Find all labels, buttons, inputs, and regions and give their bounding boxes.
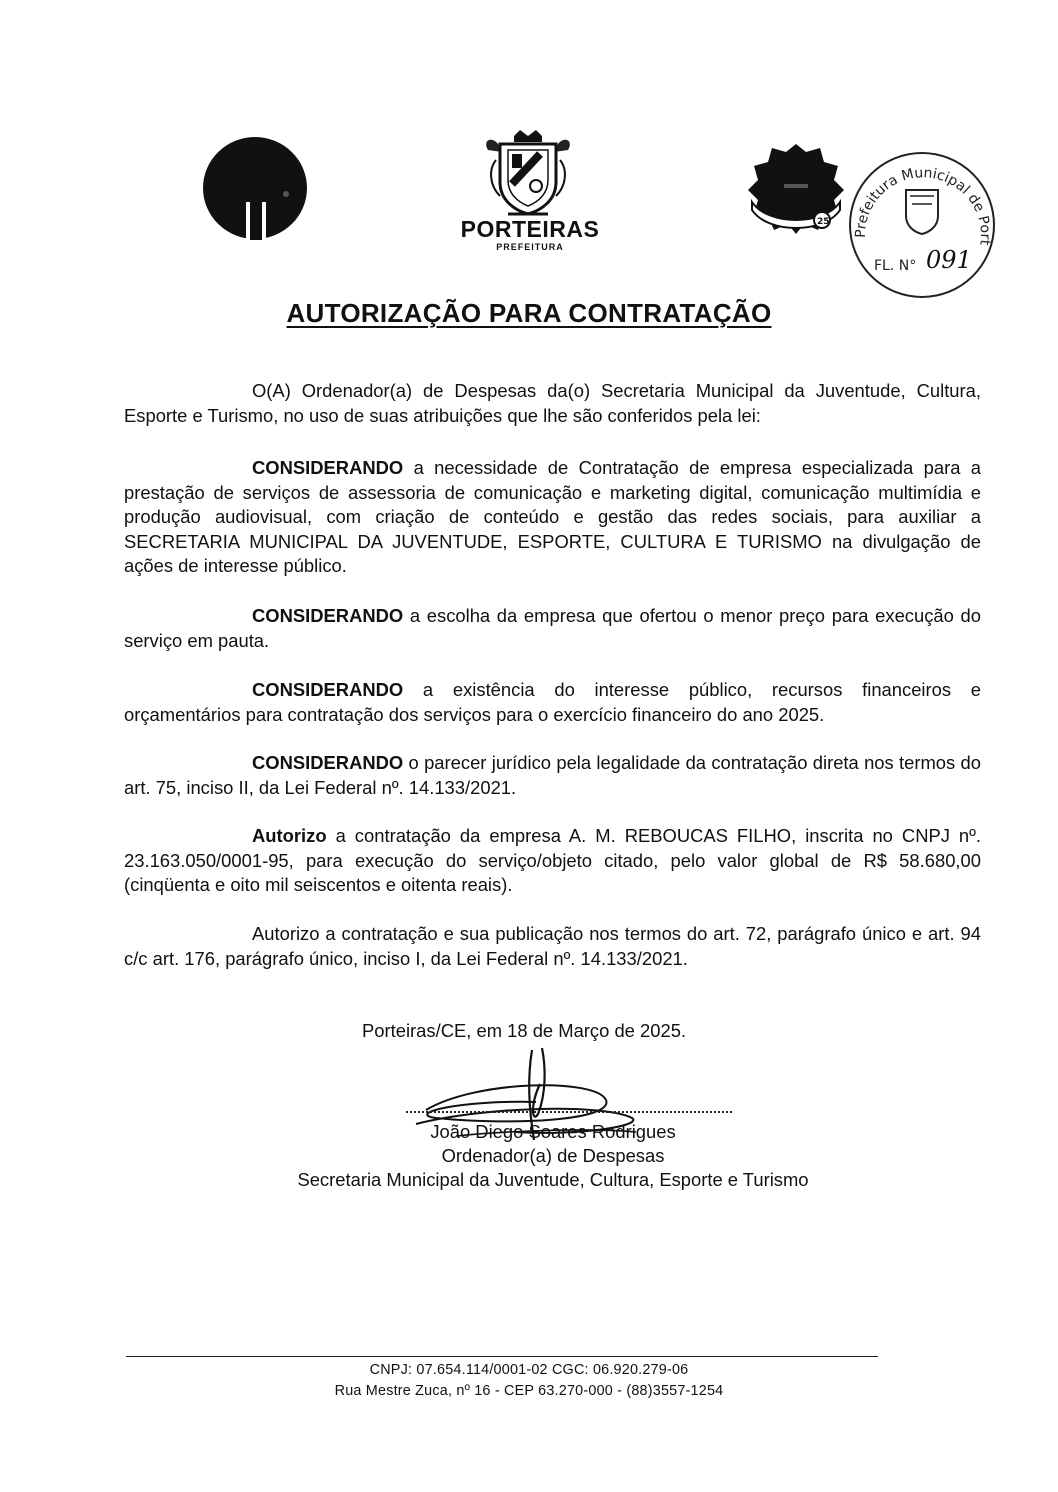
considering-lead-3: CONSIDERANDO [252,679,404,700]
intro-paragraph: O(A) Ordenador(a) de Despesas da(o) Secretaria Municipal da Juventude, Cultura, Esporte e Turismo, no uso de suas atribuições que lhe são conferidos pela lei: [124,380,981,426]
considering-text-2: a escolha da empresa que ofertou o menor preço para execução do serviço em pauta. [124,605,981,651]
prefeitura-brand [420,216,640,253]
brand-subtitle: PREFEITURA [496,242,564,252]
considering-text-3: a existência do interesse público, recursos financeiros e orçamentários para contratação dos serviços para o exercício financeiro do ano 2025. [124,679,981,725]
date-line-text: Porteiras/CE, em 18 de Março de 2025. [362,1020,687,1041]
signatory-department: Secretaria Municipal da Juventude, Cultura, Esporte e Turismo [297,1169,809,1190]
considering-paragraph-1 [124,456,981,579]
signatory-role: Ordenador(a) de Despesas [441,1145,665,1166]
municipal-stamp-seal [846,150,998,300]
svg-text:25: 25 [817,217,830,227]
footer-cnpj: CNPJ: 07.654.114/0001-02 CGC: 06.920.279-06 [369,1362,689,1378]
authorize-paragraph-2: Autorizo a contratação e sua publicação nos termos do art. 72, parágrafo único e art. 94 c/c art. 176, parágrafo único, inciso I, da Lei Federal nº. 14.133/2021. [124,923,981,969]
considering-paragraph-4 [124,751,981,800]
authorize-lead-1: Autorizo [252,825,327,846]
signature-line [406,1111,732,1113]
left-emblem-logo [202,136,308,240]
considering-lead-2: CONSIDERANDO [252,605,404,626]
authorize-paragraph-1 [124,824,981,898]
footer-divider [126,1356,878,1357]
considering-paragraph-3 [124,678,981,727]
footer-address: Rua Mestre Zuca, nº 16 - CEP 63.270-000 - (88)3557-1254 [334,1383,724,1399]
considering-lead-1: CONSIDERANDO [252,457,404,478]
considering-text-4: o parecer jurídico pela legalidade da contratação direta nos termos do art. 75, inciso II, da Lei Federal nº. 14.133/2021. [124,752,981,798]
anniversary-badge-icon [744,140,848,236]
considering-paragraph-2 [124,604,981,653]
considering-lead-4: CONSIDERANDO [252,752,404,773]
svg-text:091: 091 [926,246,972,274]
document-title-text: AUTORIZAÇÃO PARA CONTRATAÇÃO [286,298,772,328]
svg-text:FL. N°: FL. N° [874,258,917,274]
svg-text:Prefeitura Municipal de Portei: Prefeitura Municipal de Port [852,165,994,247]
considering-text-1: a necessidade de Contratação de empresa especializada para a prestação de serviços de assessoria de comunicação e marketing digital, comunicação multimídia e produção audiovisual, com criação de conteúdo e gestão das redes sociais, para auxiliar a SECRETARIA MUNICIPAL DA JUVENTUDE, ESPORTE, CULTURA E TURISMO na divulgação de ações de interesse público. [124,457,981,577]
document-title [0,298,1058,329]
authorize-text-1: a contratação da empresa A. M. REBOUCAS FILHO, inscrita no CNPJ nº. 23.163.050/0001-95, para execução do serviço/objeto citado, pelo valor global de R$ 58.680,00 (cinqüenta e oito mil seiscentos e oitenta reais). [124,825,981,896]
brand-name: PORTEIRAS [460,216,600,242]
porteiras-crest-icon [478,130,578,220]
signatory-name: João Diego Soares Rodrigues [430,1121,676,1142]
